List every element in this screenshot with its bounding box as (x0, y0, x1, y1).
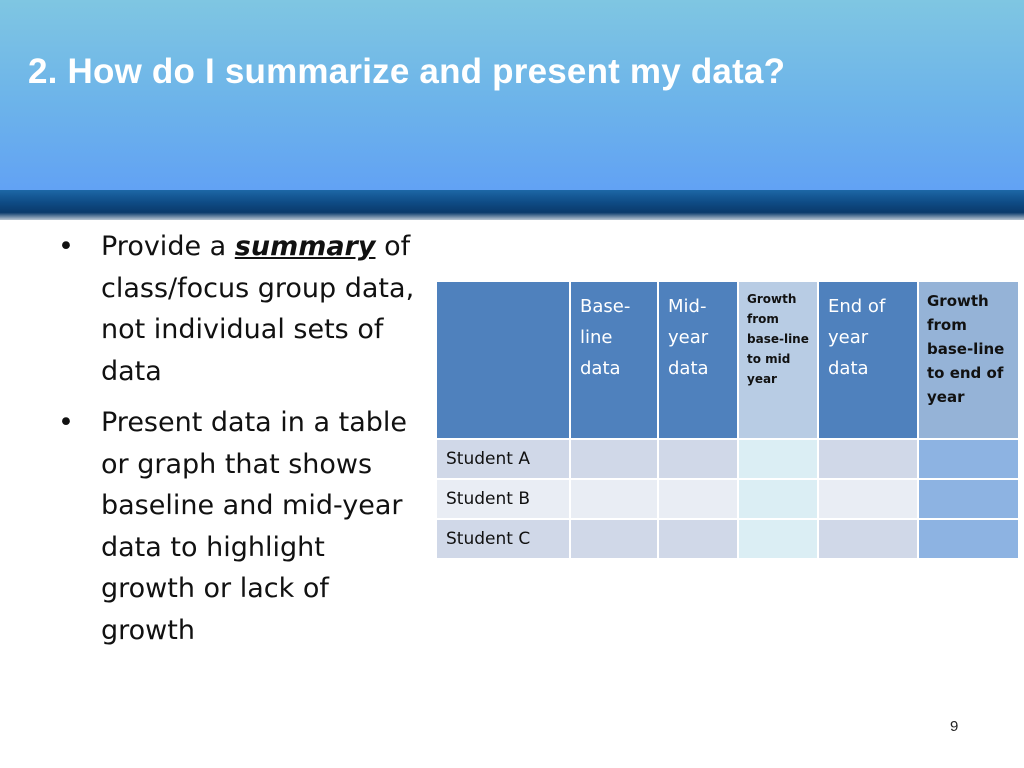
table-row (436, 439, 1019, 479)
bullet-dot-icon: • (58, 231, 74, 262)
table-cell (738, 439, 818, 479)
title-banner (0, 0, 1024, 190)
header-growth-baseline-endofyear: Growth from base-line to end of year (918, 281, 1019, 439)
header-corner-cell (436, 281, 570, 439)
table-cell (918, 439, 1019, 479)
bullet-item-summary (58, 226, 418, 392)
page-number: 9 (950, 718, 959, 735)
bullet-item-present (58, 402, 418, 651)
data-table (435, 280, 1020, 560)
bullet-text-suffix: of class/focus group data, not individual sets of data (101, 231, 415, 387)
bullet-text-prefix: Provide a (101, 231, 235, 262)
title-divider-bar (0, 190, 1024, 220)
table-cell (918, 519, 1019, 559)
table-cell (738, 479, 818, 519)
row-label: Student C (436, 519, 570, 559)
table-cell (658, 439, 738, 479)
table-cell (818, 479, 918, 519)
header-baseline: Base-line data (570, 281, 658, 439)
slide-title: 2. How do I summarize and present my data? (28, 52, 786, 91)
bullet-list (58, 226, 418, 661)
table-cell (738, 519, 818, 559)
table-cell (658, 519, 738, 559)
table-cell (570, 439, 658, 479)
table-cell (818, 439, 918, 479)
table-cell (658, 479, 738, 519)
header-growth-baseline-midyear: Growth from base-line to mid year (738, 281, 818, 439)
table-cell (818, 519, 918, 559)
header-endofyear: End of year data (818, 281, 918, 439)
row-label: Student B (436, 479, 570, 519)
table-cell (570, 479, 658, 519)
table-header-row (436, 281, 1019, 439)
header-midyear: Mid-year data (658, 281, 738, 439)
table-cell (918, 479, 1019, 519)
table-row (436, 519, 1019, 559)
bullet-dot-icon: • (58, 407, 74, 438)
table-cell (570, 519, 658, 559)
row-label: Student A (436, 439, 570, 479)
table-row (436, 479, 1019, 519)
bullet-text: Present data in a table or graph that shows baseline and mid-year data to highlight growth or lack of growth (101, 407, 407, 646)
bullet-emphasis: summary (234, 231, 376, 262)
